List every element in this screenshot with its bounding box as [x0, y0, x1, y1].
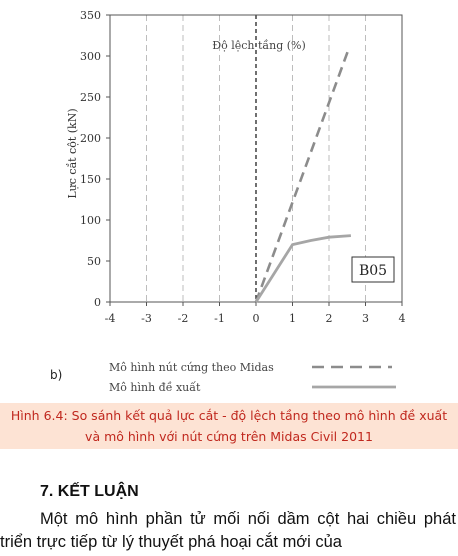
series-line-midas	[256, 48, 349, 302]
panel-label: b)	[50, 368, 63, 382]
y-tick-label: 150	[80, 173, 101, 186]
legend	[109, 361, 396, 394]
y-tick-label: 250	[80, 91, 101, 104]
legend-entry-proposed: Mô hình đề xuất	[109, 381, 201, 394]
figure-caption: Hình 6.4: So sánh kết quả lực cắt - độ lệch tầng theo mô hình đề xuất và mô hình với nút cứng trên Midas Civil 2011	[0, 403, 458, 449]
y-tick-label: 0	[94, 296, 101, 309]
y-tick-label: 200	[80, 132, 101, 145]
y-tick-label: 300	[80, 50, 101, 63]
y-axis-label: Lực cắt cột (kN)	[66, 108, 79, 199]
y-tick-label: 350	[80, 9, 101, 22]
y-tick-label: 100	[80, 214, 101, 227]
x-axis-label: Độ lệch tầng (%)	[212, 39, 306, 52]
x-tick-label: -1	[214, 312, 225, 325]
series-line-proposed	[256, 236, 351, 302]
annotation-box	[352, 257, 394, 282]
annotation-label: B05	[358, 263, 388, 279]
x-tick-label: -4	[104, 312, 116, 325]
section-heading: 7. KẾT LUẬN	[40, 483, 139, 500]
x-tick-label: -2	[177, 312, 189, 325]
data-series	[256, 48, 351, 302]
legend-entry-midas: Mô hình nút cứng theo Midas	[109, 361, 274, 374]
x-tick-label: 4	[398, 312, 406, 325]
grid-lines	[147, 15, 366, 302]
x-tick-label: 2	[325, 312, 333, 325]
y-tick-label: 50	[87, 255, 101, 268]
x-tick-label: 0	[252, 312, 260, 325]
x-tick-label: -3	[141, 312, 152, 325]
body-paragraph: Một mô hình phần tử mối nối dầm cột hai chiều phát triển trực tiếp từ lý thuyết phá hoại cắt mới của	[0, 510, 456, 551]
x-tick-label: 3	[362, 312, 369, 325]
x-tick-label: 1	[289, 312, 296, 325]
